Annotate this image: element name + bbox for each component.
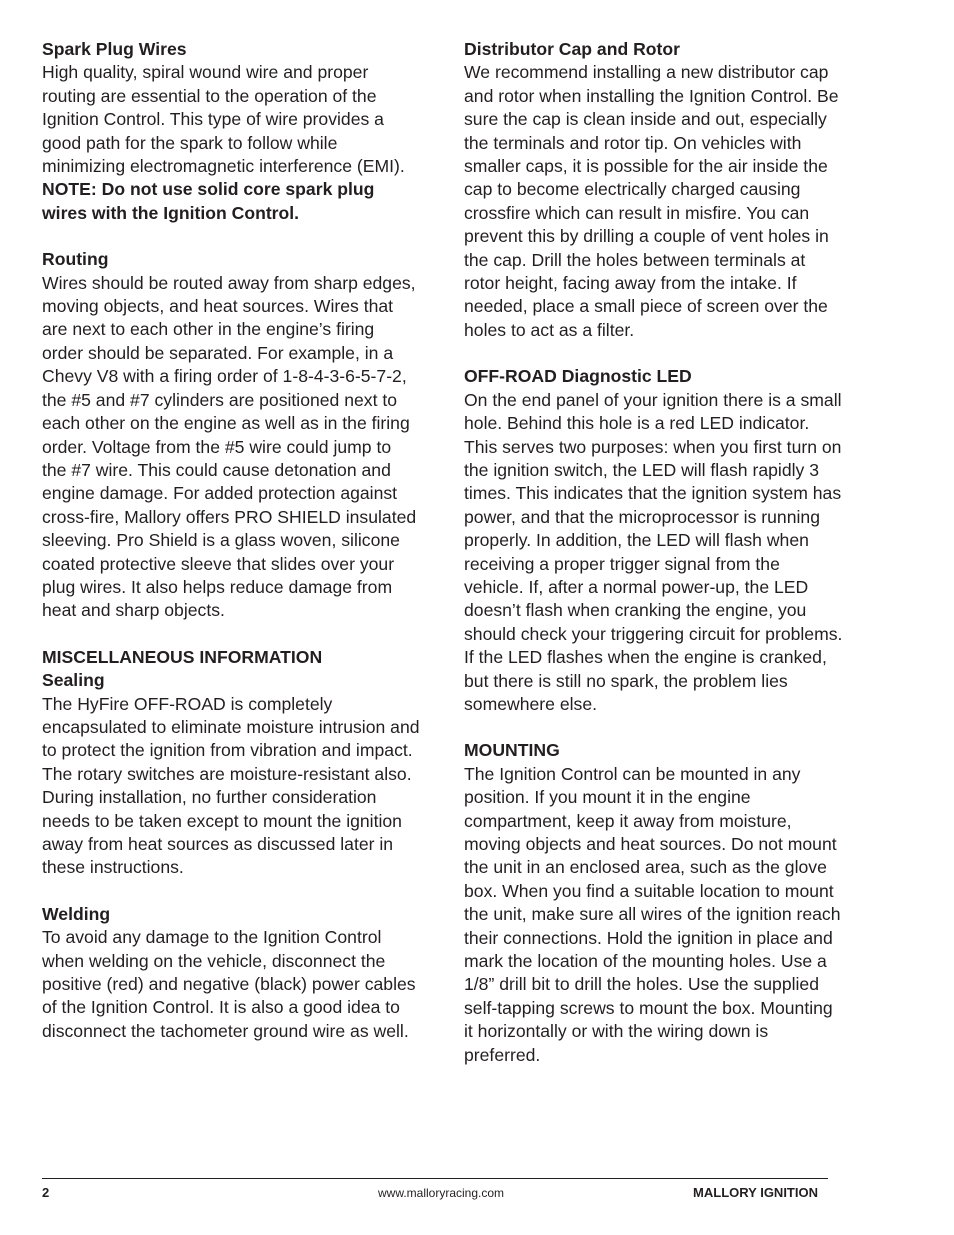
page-number: 2 — [42, 1185, 50, 1200]
section-welding — [42, 903, 420, 1043]
body-diagnostic-led: On the end panel of your ignition there is a small hole. Behind this hole is a red LED indicator. This serves two purposes: when you first turn on the ignition switch, the LED will flash rapidly 3 times. This indicates that the ignition system has power, and that the microprocessor is running properly. In addition, the LED will flash when receiving a proper trigger signal from the vehicle. If, after a normal power-up, the LED doesn’t flash when cranking the engine, you should check your triggering circuit for problems. If the LED flashes when the engine is cranked, but there is still no spark, the problem lies somewhere else. — [464, 389, 843, 714]
heading-sealing: Sealing — [42, 670, 105, 691]
footer-brand: MALLORY IGNITION — [693, 1185, 818, 1200]
footer-divider — [42, 1178, 828, 1179]
section-distributor — [464, 38, 844, 342]
heading-misc: MISCELLANEOUS INFORMATION — [42, 646, 323, 667]
body-mounting: The Ignition Control can be mounted in any position. If you mount it in the engine compartment, keep it away from moisture, moving objects and heat sources. Do not mount the unit in an enclosed area, such as the glove box. When you find a suitable location to mount the unit, make sure all wires of the ignition reach their connections. Hold the ignition in place and mark the location of the mounting holes. Use a 1/8” drill bit to drill the holes. Use the supplied self-tapping screws to mount the box. Mounting it horizontally or with the wiring down is preferred. — [464, 763, 841, 1065]
heading-distributor: Distributor Cap and Rotor — [464, 39, 681, 59]
body-sealing: The HyFire OFF-ROAD is completely encapsulated to eliminate moisture intrusion and to protect the ignition from vibration and impact. The rotary switches are moisture-resistant also. During installation, no further consideration needs to be taken except to mount the ignition away from heat sources as discussed later in these instructions. — [42, 693, 420, 878]
section-routing — [42, 248, 420, 623]
heading-mounting: MOUNTING — [464, 740, 560, 761]
footer-url[interactable]: www.malloryracing.com — [378, 1186, 505, 1200]
section-diagnostic-led — [464, 365, 844, 716]
heading-diagnostic-led: OFF-ROAD Diagnostic LED — [464, 366, 692, 387]
body-welding: To avoid any damage to the Ignition Control when welding on the vehicle, disconnect the positive (red) and negative (black) power cables of the Ignition Control. It is also a good idea to disconnect the tachometer ground wire as well. — [42, 927, 416, 1041]
body-distributor: We recommend installing a new distributor cap and rotor when installing the Ignition Control. Be sure the cap is clean inside and out, especially the terminals and rotor tip. On vehicles with smaller caps, it is possible for the air inside the cap to become electrically charged causing crossfire which can result in misfire. You can prevent this by drilling a couple of vent holes in the cap. Drill the holes between terminals at rotor height, facing away from the intake. If needed, place a small piece of screen over the holes to act as a filter. — [464, 62, 839, 340]
section-spark-plug-wires — [42, 38, 420, 225]
note-solid-core: NOTE: Do not use solid core spark plug wires with the Ignition Control. — [42, 179, 375, 223]
body-spark-plug-wires: High quality, spiral wound wire and proper routing are essential to the operation of the Ignition Control. This type of wire provides a good path for the spark to follow while minimizing electromagnetic interference (EMI). — [42, 62, 405, 177]
heading-routing: Routing — [42, 249, 109, 270]
section-misc — [42, 646, 420, 880]
left-column — [42, 38, 420, 1066]
section-mounting — [464, 739, 844, 1067]
body-routing: Wires should be routed away from sharp edges, moving objects, and heat sources. Wires that are next to each other in the engine’s firing order should be separated. For example, in a Chevy V8 with a firing order of 1-8-4-3-6-5-7-2, the #5 and #7 cylinders are positioned next to each other on the engine as well as in the firing order. Voltage from the #5 wire could jump to the #7 wire. This could cause detonation and engine damage. For added protection against cross-fire, Mallory offers PRO SHIELD insulated sleeving. Pro Shield is a glass woven, silicone coated protective sleeve that slides over your plug wires. It also helps reduce damage from heat and sharp objects. — [42, 272, 417, 621]
right-column — [464, 38, 844, 1090]
heading-welding: Welding — [42, 903, 111, 924]
heading-spark-plug-wires: Spark Plug Wires — [42, 39, 187, 59]
